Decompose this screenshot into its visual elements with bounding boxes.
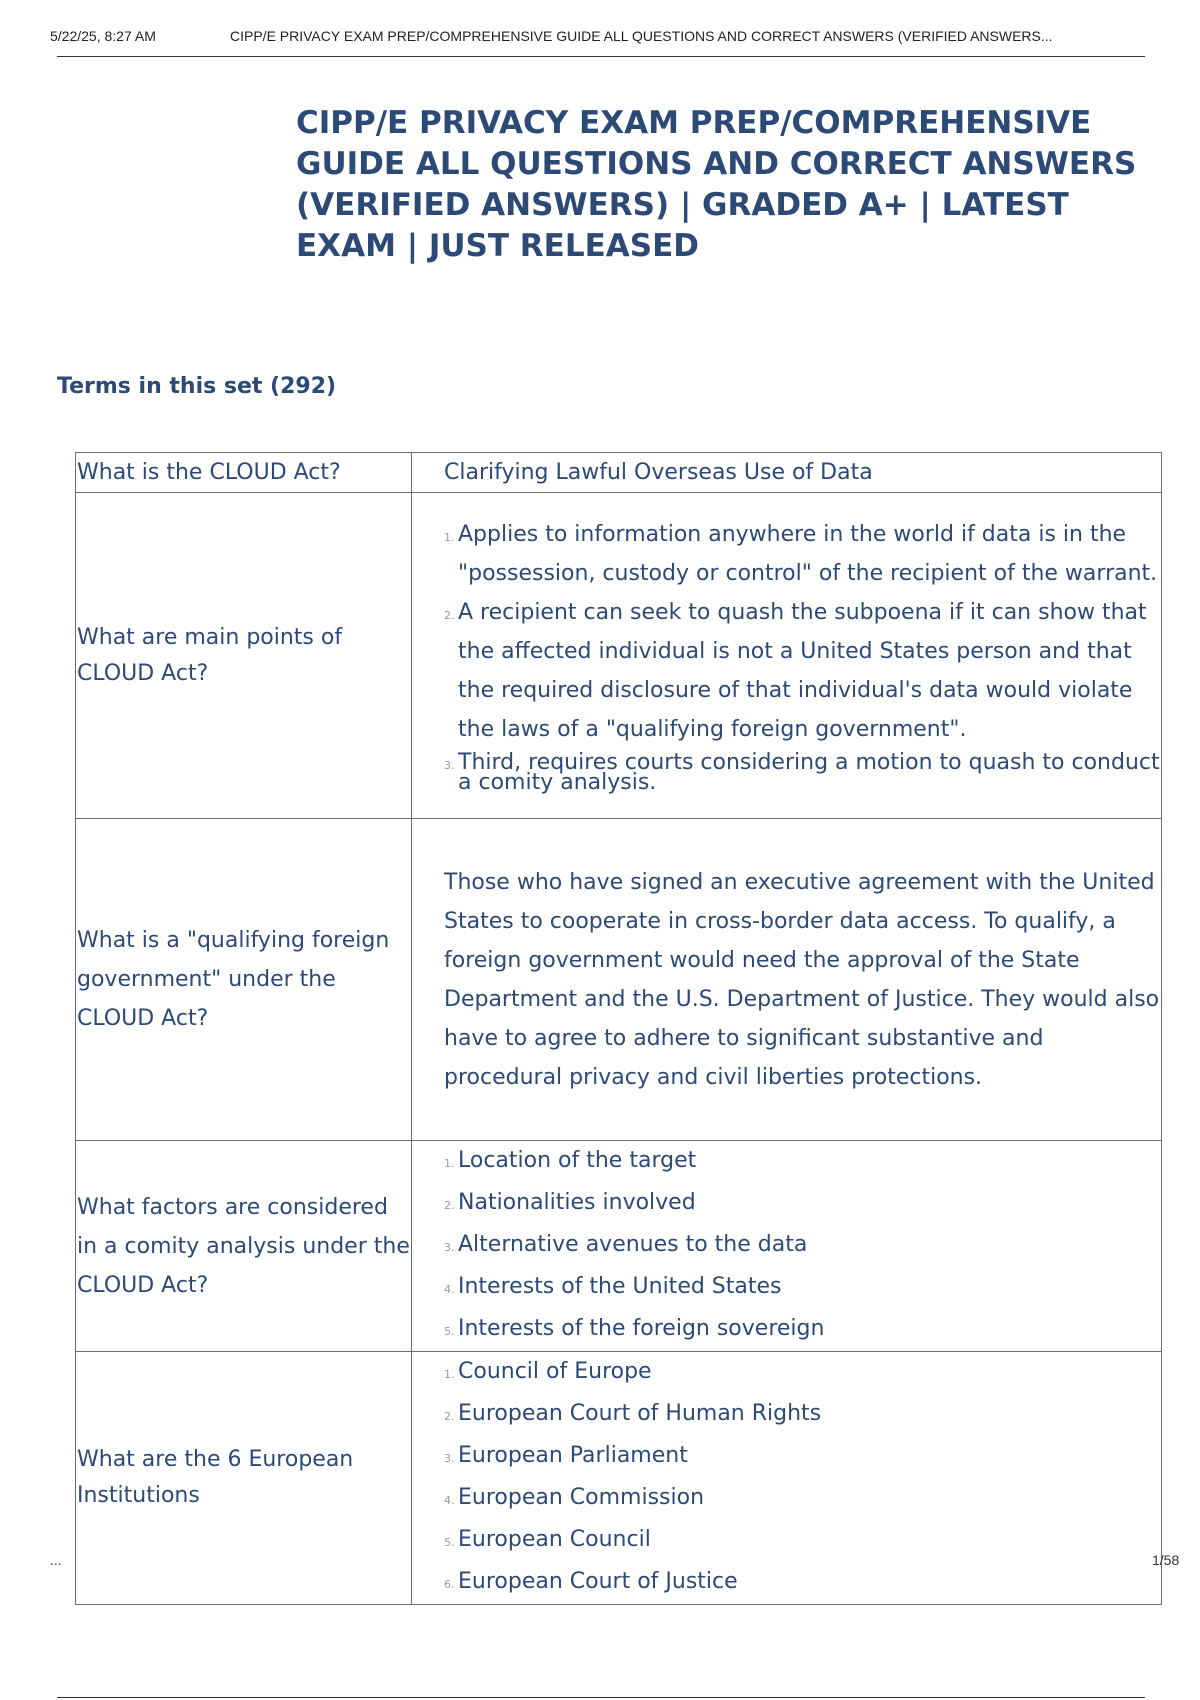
list-text: Applies to information anywhere in the world if data is in the "possession, custody or control" of the recipient of the warrant. — [458, 521, 1158, 586]
answer-cell — [412, 1141, 1162, 1352]
question-cell: What is the CLOUD Act? — [76, 453, 412, 493]
table-row — [76, 453, 1162, 493]
list-text: Interests of the foreign sovereign — [458, 1316, 825, 1341]
list-number: 5. — [444, 1536, 455, 1549]
question-cell: What is a "qualifying foreign government" under the CLOUD Act? — [76, 819, 412, 1141]
answer-cell — [412, 493, 1162, 819]
list-item — [444, 593, 1161, 749]
table-row — [76, 1141, 1162, 1352]
list-number: 1. — [444, 1157, 455, 1170]
list-text: European Court of Justice — [458, 1569, 738, 1594]
list-number: 3. — [444, 1452, 455, 1465]
list-item — [444, 1520, 1161, 1562]
list-item — [444, 1394, 1161, 1436]
question-cell: What factors are considered in a comity analysis under the CLOUD Act? — [76, 1141, 412, 1352]
list-item — [444, 1352, 1161, 1394]
list-item — [444, 1183, 1161, 1225]
page-number: 1/58 — [1152, 1552, 1180, 1568]
print-doc-title: CIPP/E PRIVACY EXAM PREP/COMPREHENSIVE GUIDE ALL QUESTIONS AND CORRECT ANSWERS (VERIFIED ANSWERS... — [230, 28, 1053, 44]
list-text: European Council — [458, 1527, 651, 1552]
list-item — [444, 1309, 1161, 1351]
list-number: 3. — [444, 1241, 455, 1254]
list-text: Alternative avenues to the data — [458, 1232, 808, 1257]
list-number: 1. — [444, 1368, 455, 1381]
qa-table — [75, 452, 1162, 1605]
list-item — [444, 749, 1161, 797]
terms-count: Terms in this set (292) — [57, 374, 337, 399]
list-text: Location of the target — [458, 1148, 697, 1173]
list-number: 3. — [444, 758, 455, 772]
list-number: 6. — [444, 1578, 455, 1591]
page-title: CIPP/E PRIVACY EXAM PREP/COMPREHENSIVE GUIDE ALL QUESTIONS AND CORRECT ANSWERS (VERIFIED ANSWERS) | GRADED A+ | LATEST EXAM | JUST RELEASED — [296, 105, 1137, 264]
list-text: Nationalities involved — [458, 1190, 696, 1215]
header-rule — [57, 56, 1145, 57]
table-row — [76, 1352, 1162, 1605]
list-number: 5. — [444, 1325, 455, 1338]
list-number: 2. — [444, 608, 455, 622]
list-item — [444, 1267, 1161, 1309]
list-item — [444, 1225, 1161, 1267]
list-text: Third, requires courts considering a motion to quash to conduct a comity analysis. — [458, 749, 1160, 795]
footer-rule — [57, 1697, 1145, 1698]
list-number: 4. — [444, 1494, 455, 1507]
list-item — [444, 1141, 1161, 1183]
list-number: 1. — [444, 530, 455, 544]
list-text: Council of Europe — [458, 1359, 652, 1384]
print-timestamp: 5/22/25, 8:27 AM — [50, 28, 156, 44]
question-cell: What are main points of CLOUD Act? — [76, 493, 412, 819]
answer-cell: Clarifying Lawful Overseas Use of Data — [412, 453, 1162, 493]
list-number: 2. — [444, 1199, 455, 1212]
answer-cell — [412, 1352, 1162, 1605]
answer-cell: Those who have signed an executive agreement with the United States to cooperate in cross-border data access. To qualify, a foreign government would need the approval of the State Department and the U.S. Department of Justice. They would also have to agree to adhere to significant substantive and procedural privacy and civil liberties protections. — [412, 819, 1162, 1141]
list-text: A recipient can seek to quash the subpoena if it can show that the affected individual is not a United States person and that the required disclosure of that individual's data would violate the laws of a "qualifying foreign government". — [458, 599, 1147, 742]
list-text: European Court of Human Rights — [458, 1401, 822, 1426]
list-item — [444, 1562, 1161, 1604]
list-number: 4. — [444, 1283, 455, 1296]
list-item — [444, 515, 1161, 593]
list-item — [444, 1436, 1161, 1478]
table-row — [76, 819, 1162, 1141]
list-text: Interests of the United States — [458, 1274, 782, 1299]
list-number: 2. — [444, 1410, 455, 1423]
table-row — [76, 493, 1162, 819]
list-item — [444, 1478, 1161, 1520]
list-text: European Commission — [458, 1485, 705, 1510]
question-cell: What are the 6 European Institutions — [76, 1352, 412, 1605]
list-text: European Parliament — [458, 1443, 688, 1468]
footer-ellipsis: ... — [50, 1552, 62, 1568]
